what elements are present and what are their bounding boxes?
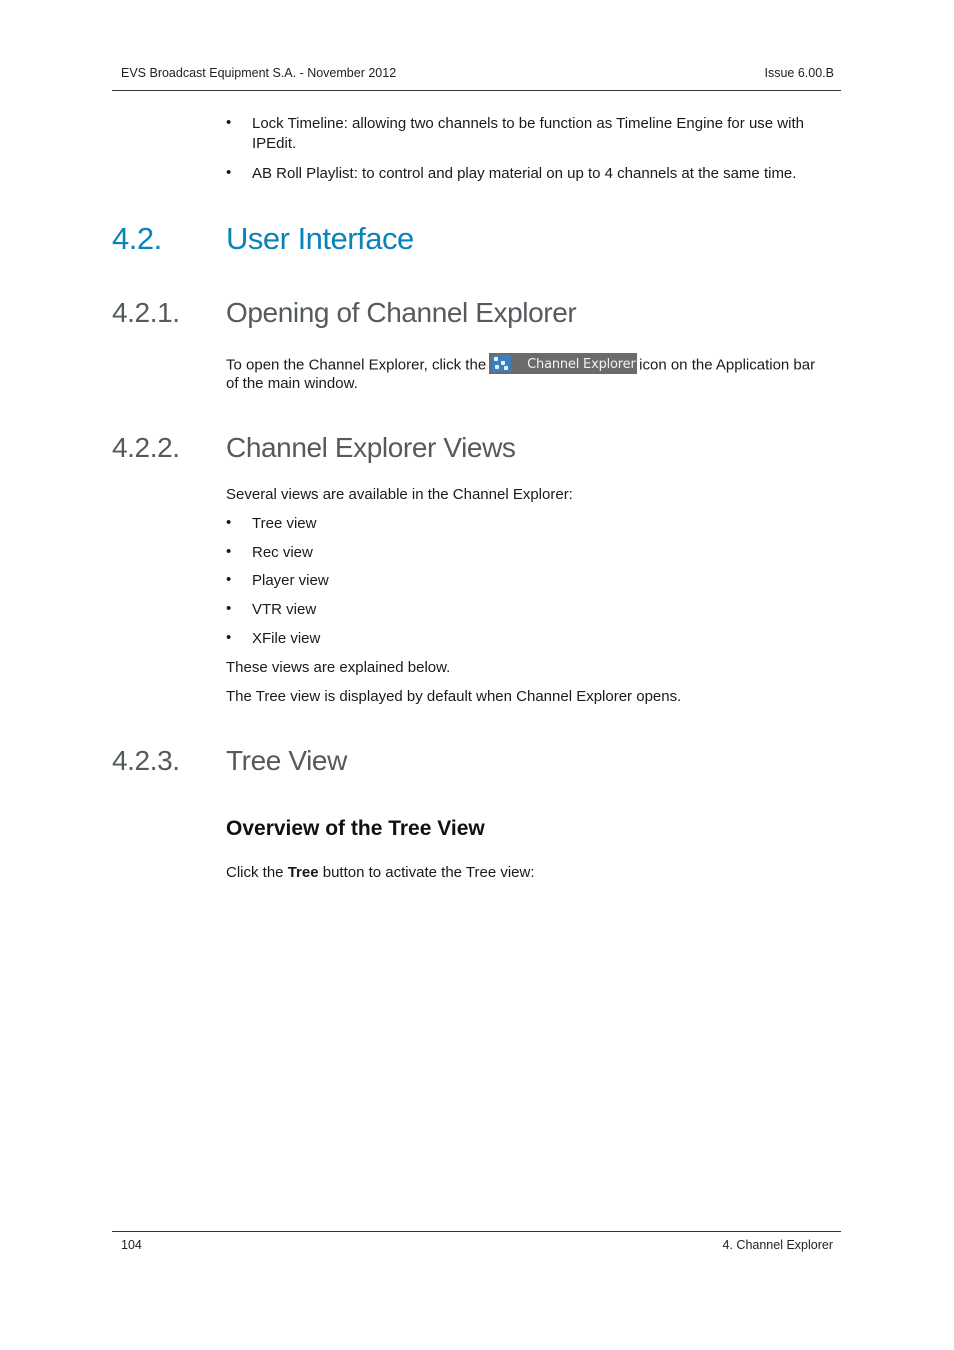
section-number: 4.2. xyxy=(112,221,162,256)
bullet-mark: • xyxy=(226,543,232,560)
bullet-mark: • xyxy=(226,114,232,131)
opening-text-after: icon on the Application bar xyxy=(639,356,816,374)
section-title-user-interface: User Interface xyxy=(226,221,414,256)
bullet-mark: • xyxy=(226,571,232,588)
tree-text-after: button to activate the Tree view: xyxy=(322,864,535,881)
header-rule xyxy=(112,90,841,91)
bullet-lock-timeline-cont: IPEdit. xyxy=(252,135,297,152)
views-after-2: The Tree view is displayed by default when Channel Explorer opens. xyxy=(226,688,682,705)
opening-paragraph xyxy=(226,355,841,376)
list-item: XFile view xyxy=(252,630,321,647)
section-number: 4.2.2. xyxy=(112,432,180,463)
list-item: VTR view xyxy=(252,601,317,618)
views-after-1: These views are explained below. xyxy=(226,659,451,676)
opening-text-line2: of the main window. xyxy=(226,375,358,392)
bullet-mark: • xyxy=(226,514,232,531)
bullet-ab-roll: AB Roll Playlist: to control and play material on up to 4 channels at the same time. xyxy=(252,165,797,182)
section-title-views: Channel Explorer Views xyxy=(226,432,516,463)
footer-rule xyxy=(112,1231,841,1232)
views-intro: Several views are available in the Channel Explorer: xyxy=(226,486,573,503)
tree-text-before: Click the xyxy=(226,864,284,881)
channel-explorer-button-label: Channel Explorer xyxy=(527,357,636,372)
footer-page-number: 104 xyxy=(121,1238,142,1252)
channel-explorer-icon xyxy=(492,355,511,372)
section-number: 4.2.3. xyxy=(112,745,180,776)
bullet-mark: • xyxy=(226,600,232,617)
tree-text-bold: Tree xyxy=(287,864,319,881)
opening-text-before: To open the Channel Explorer, click the xyxy=(226,356,487,374)
bullet-lock-timeline: Lock Timeline: allowing two channels to be function as Timeline Engine for use with xyxy=(252,115,804,132)
channel-explorer-button[interactable] xyxy=(489,353,637,374)
footer-chapter: 4. Channel Explorer xyxy=(722,1238,833,1252)
bullet-mark: • xyxy=(226,629,232,646)
header-right: Issue 6.00.B xyxy=(764,66,834,80)
bullet-mark: • xyxy=(226,164,232,181)
header-left: EVS Broadcast Equipment S.A. - November 2012 xyxy=(121,66,397,80)
list-item: Player view xyxy=(252,572,329,589)
section-title-opening: Opening of Channel Explorer xyxy=(226,297,577,328)
tree-paragraph xyxy=(226,863,535,882)
section-title-tree-view: Tree View xyxy=(226,745,347,776)
list-item: Rec view xyxy=(252,544,313,561)
list-item: Tree view xyxy=(252,515,317,532)
subheading-overview: Overview of the Tree View xyxy=(226,817,485,840)
section-number: 4.2.1. xyxy=(112,297,180,328)
